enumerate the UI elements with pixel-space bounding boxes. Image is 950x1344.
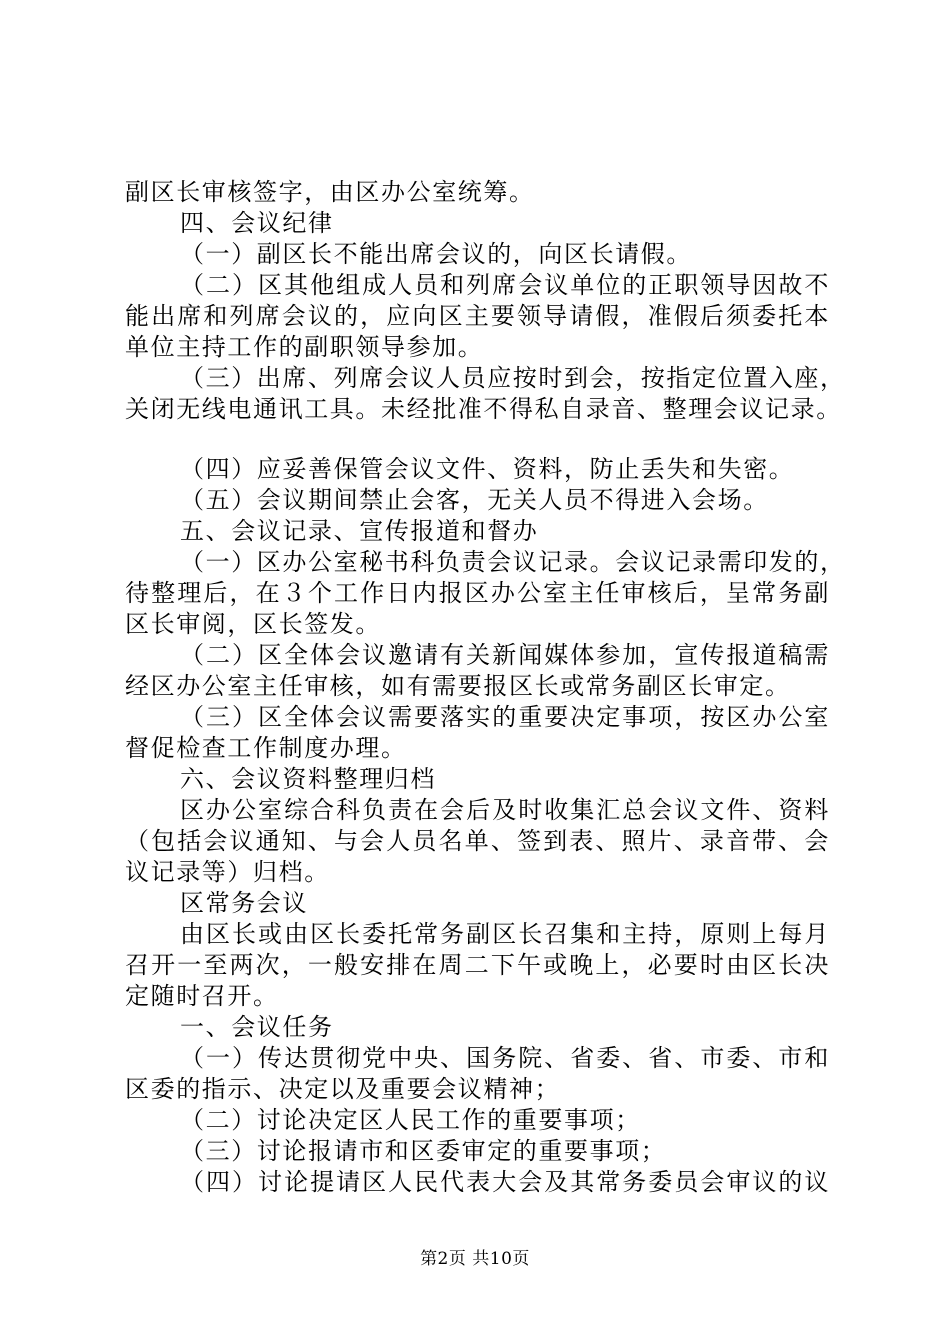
text-line-25: 召开一至两次，一般安排在周二下午或晚上，必要时由区长决 <box>125 951 830 979</box>
text-line-10: （五）会议期间禁止会客，无关人员不得进入会场。 <box>180 486 769 514</box>
text-line-4: （二）区其他组成人员和列席会议单位的正职领导因故不 <box>180 271 830 299</box>
text-line-13: 待整理后，在３个工作日内报区办公室主任审核后，呈常务副 <box>125 579 830 607</box>
section-heading-5: 五、会议记录、宣传报道和督办 <box>180 517 539 545</box>
meeting-heading: 区常务会议 <box>180 889 308 917</box>
text-line-15: （二）区全体会议邀请有关新闻媒体参加，宣传报道稿需 <box>180 641 830 669</box>
text-line-6: 单位主持工作的副职领导参加。 <box>125 333 484 361</box>
text-line-28: （一）传达贯彻党中央、国务院、省委、省、市委、市和 <box>180 1044 830 1072</box>
text-line-26: 定随时召开。 <box>125 982 279 1010</box>
text-line-18: 督促检查工作制度办理。 <box>125 734 407 762</box>
text-line-29: 区委的指示、决定以及重要会议精神； <box>125 1075 561 1103</box>
text-line-12: （一）区办公室秘书科负责会议记录。会议记录需印发的， <box>180 548 846 576</box>
section-heading-4: 四、会议纪律 <box>180 209 334 237</box>
text-line-7: （三）出席、列席会议人员应按时到会，按指定位置入座， <box>180 364 846 392</box>
text-line-8: 关闭无线电通讯工具。未经批准不得私自录音、整理会议记录。 <box>125 395 842 423</box>
text-line-22: 议记录等）归档。 <box>125 858 330 886</box>
text-line-3: （一）副区长不能出席会议的，向区长请假。 <box>180 240 692 268</box>
text-line-24: 由区长或由区长委托常务副区长召集和主持，原则上每月 <box>180 920 830 948</box>
text-line-5: 能出席和列席会议的，应向区主要领导请假，准假后须委托本 <box>125 302 830 330</box>
page-footer: 第2页 共10页 <box>420 1249 530 1269</box>
section-heading-1: 一、会议任务 <box>180 1013 334 1041</box>
text-line-30: （二）讨论决定区人民工作的重要事项； <box>180 1106 641 1134</box>
section-heading-6: 六、会议资料整理归档 <box>180 765 436 793</box>
text-line-1: 副区长审核签字，由区办公室统筹。 <box>125 178 535 206</box>
text-line-31: （三）讨论报请市和区委审定的重要事项； <box>180 1137 667 1165</box>
text-line-16: 经区办公室主任审核，如有需要报区长或常务副区长审定。 <box>125 672 791 700</box>
text-line-17: （三）区全体会议需要落实的重要决定事项，按区办公室 <box>180 703 830 731</box>
text-line-32: （四）讨论提请区人民代表大会及其常务委员会审议的议 <box>180 1168 830 1196</box>
text-line-9: （四）应妥善保管会议文件、资料，防止丢失和失密。 <box>180 455 795 483</box>
text-line-21: （包括会议通知、与会人员名单、签到表、照片、录音带、会 <box>125 827 830 855</box>
text-line-14: 区长审阅，区长签发。 <box>125 610 381 638</box>
text-line-20: 区办公室综合科负责在会后及时收集汇总会议文件、资料 <box>180 796 830 824</box>
